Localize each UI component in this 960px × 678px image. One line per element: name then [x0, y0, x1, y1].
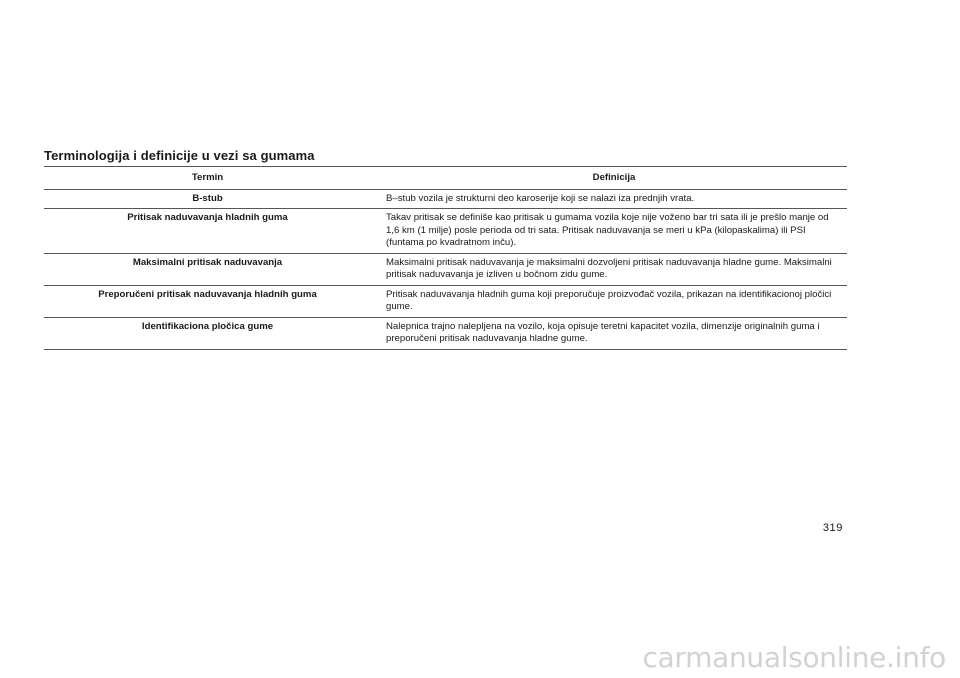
- column-header-definition: Definicija: [592, 172, 636, 183]
- table-row: [44, 285, 847, 317]
- column-header-term: Termin: [191, 172, 224, 183]
- table-header-row: [44, 167, 847, 190]
- page-number: 319: [822, 522, 843, 534]
- table-row: [44, 189, 847, 209]
- table-row: [44, 253, 847, 285]
- term-cell: Identifikaciona pločica gume: [141, 320, 274, 332]
- section-title: Terminologija i definicije u vezi sa gumama: [44, 147, 315, 163]
- term-cell: Pritisak naduvavanja hladnih guma: [127, 212, 288, 223]
- table-row: [44, 209, 847, 254]
- definition-cell: Takav pritisak se definiše kao pritisak u gumama vozila koje nije voženo bar tri sata ili je prešlo manje od 1,6 km (1 milje) posle perioda od tri sata. Pritisak naduvavanja se meri u kPa (kilopaskalima) ili PSI (funtama po kvadratnom inču).: [386, 212, 829, 248]
- watermark: carmanualsonline.info: [642, 641, 946, 674]
- terminology-table: [44, 166, 847, 350]
- term-cell: B-stub: [192, 192, 223, 204]
- definition-cell: Pritisak naduvavanja hladnih guma koji preporučuje proizvođač vozila, prikazan na identifikacionoj pločici gume.: [386, 288, 832, 312]
- table-row: [44, 317, 847, 349]
- definition-cell: B–stub vozila je strukturni deo karoserije koji se nalazi iza prednjih vrata.: [386, 192, 695, 204]
- term-cell: Preporučeni pritisak naduvavanja hladnih guma: [98, 288, 317, 300]
- definition-cell: Nalepnica trajno nalepljena na vozilo, koja opisuje teretni kapacitet vozila, dimenzije originalnih guma i preporučeni pritisak naduvavanja hladne gume.: [386, 320, 820, 344]
- term-cell: Maksimalni pritisak naduvavanja: [132, 256, 283, 268]
- definition-cell: Maksimalni pritisak naduvavanja je maksimalni dozvoljeni pritisak naduvavanja hladne gume. Maksimalni pritisak naduvavanja je izliven u bočnom zidu gume.: [386, 256, 832, 280]
